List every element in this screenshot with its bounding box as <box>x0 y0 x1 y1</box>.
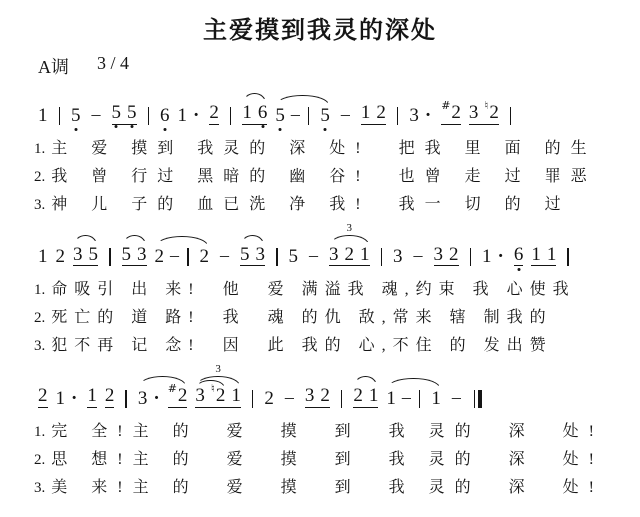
note-digit: 1 <box>386 387 396 409</box>
note-group <box>155 246 210 266</box>
note-group <box>240 245 265 267</box>
beam-group <box>240 245 265 267</box>
verse-number: 3. <box>34 479 46 496</box>
note-group <box>361 103 386 125</box>
note <box>386 389 396 408</box>
barline <box>510 107 512 125</box>
barline <box>381 248 383 266</box>
note <box>345 245 355 264</box>
barline <box>567 248 569 266</box>
note <box>289 247 299 266</box>
note <box>393 247 403 266</box>
duration-dash: – <box>290 103 300 124</box>
key-signature: A调 <box>38 57 69 77</box>
augmentation-dot: · <box>424 104 432 126</box>
note <box>167 382 188 408</box>
note-group <box>329 221 370 267</box>
note <box>56 389 66 408</box>
note-group <box>105 386 115 408</box>
lyrics-line <box>0 418 640 446</box>
key-time-row <box>0 53 640 79</box>
barline <box>125 390 127 408</box>
beam-group <box>482 247 506 266</box>
note-group <box>87 386 97 408</box>
lyrics-line <box>0 163 640 191</box>
note-group <box>531 245 556 267</box>
note <box>105 386 115 408</box>
beam-group <box>305 386 330 408</box>
note <box>531 245 541 264</box>
beam-group <box>38 247 48 266</box>
verse-text: 犯不再 记 念! 因 此 我的 心,不住 的 发出赞 <box>51 337 553 354</box>
note-digit: 2 <box>215 385 226 406</box>
note-digit: 3 <box>409 104 419 126</box>
note <box>87 386 97 408</box>
verse-text: 命吸引 出 来! 他 爱 满溢我 魂,约束 我 心使我 <box>51 281 576 298</box>
note <box>514 245 524 267</box>
note-group <box>449 388 464 408</box>
note-group <box>71 106 81 125</box>
note-digit: 3 <box>329 243 339 265</box>
lyrics-line <box>0 304 640 332</box>
note-digit: 5 <box>288 246 298 267</box>
note-digit: 2 <box>449 243 459 265</box>
note-digit: 2 <box>177 385 188 406</box>
beam-group <box>434 245 459 267</box>
barline <box>308 107 310 125</box>
verse-text: 我 曾 行过 黑暗的 幽 谷! 也曾 走 过 罪恶 <box>51 167 597 185</box>
low-octave-dot <box>517 268 520 271</box>
note-digit: 2 <box>353 385 363 406</box>
beam-group <box>89 105 104 125</box>
note <box>256 245 266 264</box>
low-octave-dot <box>130 125 133 128</box>
note <box>155 247 165 266</box>
beam-group <box>264 389 274 408</box>
note-digit: 1 <box>55 387 65 409</box>
note-digit: 1 <box>482 246 492 267</box>
duration-dash: – <box>309 245 318 266</box>
note-digit: 2 <box>55 246 65 267</box>
beam-group <box>160 106 170 125</box>
beam-group <box>441 99 461 125</box>
system-1 <box>0 99 640 219</box>
barline <box>109 248 111 266</box>
barline <box>276 248 278 266</box>
beam-group <box>137 382 188 409</box>
note-digit: 1 <box>360 102 371 123</box>
verse-text: 美 来!主 的 爱 摸 到 我 灵的 深 处! <box>51 478 604 496</box>
note-digit: 3 <box>433 243 443 265</box>
note <box>209 103 219 125</box>
beam-group <box>38 386 48 408</box>
note <box>210 382 226 406</box>
low-octave-dot <box>74 128 77 131</box>
note-group <box>160 106 170 125</box>
note-digit: 5 <box>127 102 137 123</box>
duration-dash: – <box>401 386 411 407</box>
augmentation-dot: · <box>193 104 200 126</box>
note <box>38 386 48 408</box>
verse-number: 2. <box>34 168 46 185</box>
note-digit: 3 <box>73 243 83 265</box>
verse-number: 3. <box>34 338 46 354</box>
beam-group <box>514 245 524 267</box>
barline <box>252 390 254 408</box>
beam-group <box>409 106 433 125</box>
natural-icon: ♮ <box>484 99 489 112</box>
sharp-icon: # <box>441 99 451 112</box>
note-group <box>434 245 459 267</box>
verse-text: 神 儿 子的 血已洗 净 我! 我一 切 的 过 <box>51 195 571 213</box>
note-group <box>264 389 274 408</box>
notation-line-2 <box>0 221 640 267</box>
note-group <box>338 105 353 125</box>
note-digit: 5 <box>240 243 250 265</box>
note <box>178 106 188 125</box>
sheet-music-page <box>0 10 640 517</box>
note-digit: 5 <box>320 104 330 126</box>
verse-text: 思 想!主 的 爱 摸 到 我 灵的 深 处! <box>51 450 604 468</box>
beam-group <box>242 103 267 125</box>
note-group <box>38 247 48 266</box>
note <box>431 389 441 408</box>
beam-group <box>531 245 556 267</box>
note-group <box>56 389 80 408</box>
note <box>264 389 274 408</box>
note <box>409 106 419 125</box>
beam-group <box>73 245 98 267</box>
note <box>200 247 210 266</box>
tuplet-number: 3 <box>346 221 352 234</box>
note-group <box>411 246 426 266</box>
note <box>160 106 170 125</box>
note-group <box>73 245 98 267</box>
note-digit: 2 <box>320 385 330 406</box>
note-digit: 6 <box>257 102 268 123</box>
beam-group <box>56 247 66 266</box>
beam-group <box>56 389 80 408</box>
note-group <box>468 99 499 125</box>
augmentation-dot: · <box>497 246 504 267</box>
note-group <box>282 388 297 408</box>
beam-group <box>38 106 48 125</box>
note-digit: 1 <box>431 387 441 409</box>
barline <box>419 390 421 408</box>
beam-group <box>411 246 426 266</box>
note-digit: 2 <box>376 102 386 123</box>
beam-group <box>71 106 81 125</box>
note <box>258 103 268 122</box>
beam-group <box>282 388 297 408</box>
note-group <box>112 103 137 125</box>
beam-group <box>393 247 403 266</box>
note-group <box>209 103 219 125</box>
barline <box>59 107 61 125</box>
note-digit: 3 <box>137 387 148 409</box>
notation-line-3 <box>0 363 640 409</box>
note-digit: 6 <box>160 104 170 126</box>
lyrics-line <box>0 191 640 219</box>
note-group <box>353 386 378 408</box>
note <box>484 99 499 123</box>
note-digit: 2 <box>489 102 499 123</box>
note-group <box>178 106 202 125</box>
note-digit: 5 <box>121 243 131 265</box>
barline <box>187 248 189 266</box>
note-group <box>305 386 330 408</box>
note <box>137 245 147 264</box>
slur-tie-arc <box>156 236 209 246</box>
slur-tie-arc <box>387 378 440 388</box>
note-digit: 6 <box>513 243 524 265</box>
note-digit: 1 <box>38 104 48 126</box>
beam-group <box>195 382 241 408</box>
verse-number: 1. <box>34 140 46 157</box>
beam-group <box>386 388 441 408</box>
beam-group <box>329 245 370 267</box>
augmentation-dot: · <box>71 387 78 409</box>
note-group <box>482 247 506 266</box>
note <box>127 103 137 122</box>
note <box>73 245 83 264</box>
note-digit: 5 <box>88 243 98 265</box>
note <box>353 386 363 405</box>
note <box>482 247 492 266</box>
verse-text: 死亡的 道 路! 我 魂 的仇 敌,常来 辖 制我的 <box>51 309 553 326</box>
note <box>242 103 252 122</box>
beam-group <box>361 103 386 125</box>
note <box>369 386 379 405</box>
note <box>441 99 461 125</box>
beam-group <box>468 99 499 125</box>
slur-tie-arc <box>276 95 329 105</box>
duration-dash: – <box>220 245 229 266</box>
note-group <box>441 99 461 125</box>
note <box>449 245 459 264</box>
note <box>38 247 48 266</box>
time-signature: 3 / 4 <box>97 53 130 73</box>
note-digit: 1 <box>531 243 541 265</box>
note <box>320 386 330 405</box>
beam-group <box>105 386 115 408</box>
beam-group <box>155 246 210 266</box>
beam-group <box>178 106 202 125</box>
note-digit: 3 <box>137 243 147 265</box>
note-digit: 1 <box>177 104 187 126</box>
note-digit: 1 <box>546 243 557 265</box>
duration-dash: – <box>413 245 423 266</box>
note-digit: 1 <box>368 385 379 406</box>
lyrics-line <box>0 276 640 304</box>
final-barline-thick <box>478 390 482 408</box>
note-digit: 2 <box>209 102 219 123</box>
barline <box>397 107 399 125</box>
note-digit: 1 <box>231 385 241 406</box>
note <box>195 386 205 405</box>
beam-group <box>306 246 321 266</box>
note <box>38 106 48 125</box>
natural-icon: ♮ <box>210 382 215 395</box>
note-digit: 2 <box>344 243 354 265</box>
note <box>376 103 386 122</box>
note-group <box>409 106 433 125</box>
duration-dash: – <box>451 386 461 407</box>
note <box>138 389 148 408</box>
verse-number: 1. <box>34 423 46 440</box>
sharp-icon: # <box>167 382 177 395</box>
system-3 <box>0 363 640 502</box>
lyrics-line <box>0 135 640 163</box>
note-group <box>56 247 66 266</box>
lyrics-line <box>0 332 640 360</box>
note-group <box>217 246 232 266</box>
notation-line-1 <box>0 99 640 126</box>
beam-group <box>289 247 299 266</box>
verse-text: 完 全!主 的 爱 摸 到 我 灵的 深 处! <box>51 422 604 440</box>
verse-number: 2. <box>34 451 46 468</box>
note-digit: 3 <box>468 102 479 123</box>
note-digit: 2 <box>154 246 164 267</box>
note-group <box>137 382 188 409</box>
note <box>231 386 241 405</box>
note-digit: 3 <box>304 385 315 406</box>
note <box>275 106 285 125</box>
note-group <box>386 388 441 408</box>
note-group <box>89 105 104 125</box>
note-digit: 2 <box>199 246 209 267</box>
barline <box>341 390 343 408</box>
note <box>547 245 557 264</box>
note <box>305 386 315 405</box>
note <box>112 103 122 122</box>
note-group <box>306 246 321 266</box>
note-digit: 1 <box>87 385 97 406</box>
note-digit: 2 <box>264 387 274 409</box>
note <box>329 245 339 264</box>
low-octave-dot <box>115 125 118 128</box>
low-octave-dot <box>279 128 282 131</box>
note-group <box>38 106 48 125</box>
system-2 <box>0 221 640 361</box>
barline <box>230 107 232 125</box>
tuplet-number: 3 <box>215 363 221 375</box>
note-digit: 5 <box>71 104 81 126</box>
final-barline <box>474 390 482 408</box>
note-digit: 5 <box>275 104 285 126</box>
augmentation-dot: · <box>153 387 160 409</box>
note <box>469 103 479 122</box>
note-group <box>514 245 524 267</box>
beam-group <box>87 386 97 408</box>
note-group <box>122 245 147 267</box>
note-digit: 1 <box>242 102 252 123</box>
duration-dash: – <box>170 245 179 266</box>
note-group <box>275 105 330 125</box>
note <box>56 247 66 266</box>
verse-number: 3. <box>34 196 46 213</box>
note <box>71 106 81 125</box>
note-group <box>38 386 48 408</box>
low-octave-dot <box>163 128 166 131</box>
note-digit: 3 <box>195 385 205 406</box>
beam-group <box>217 246 232 266</box>
verse-number: 2. <box>34 310 46 326</box>
note <box>361 103 371 122</box>
beam-group <box>275 105 330 125</box>
note-group <box>195 363 241 408</box>
duration-dash: – <box>340 103 350 124</box>
final-barline-thin <box>474 390 476 408</box>
verse-text: 主 爱 摸到 我灵的 深 处! 把我 里 面 的生 <box>51 139 597 157</box>
beam-group <box>338 105 353 125</box>
song-title: 主爱摸到我灵的深处 <box>203 17 437 44</box>
note <box>240 245 250 264</box>
low-octave-dot <box>261 125 264 128</box>
barline <box>148 107 150 125</box>
note <box>360 245 370 264</box>
note-group <box>289 247 299 266</box>
note-digit: 5 <box>111 102 121 123</box>
low-octave-dot <box>324 128 327 131</box>
note-digit: 3 <box>255 243 265 265</box>
beam-group <box>112 103 137 125</box>
note <box>89 245 99 264</box>
beam-group <box>122 245 147 267</box>
note-digit: 1 <box>360 243 370 265</box>
note-group <box>393 247 403 266</box>
beam-group <box>209 103 219 125</box>
beam-group <box>353 386 378 408</box>
note-digit: 2 <box>38 385 48 406</box>
lyrics-line <box>0 474 640 502</box>
note-digit: 3 <box>393 246 403 267</box>
note <box>434 245 444 264</box>
duration-dash: – <box>91 103 101 124</box>
barline <box>470 248 472 266</box>
note <box>122 245 132 264</box>
note-digit: 2 <box>104 385 115 406</box>
beam-group <box>449 388 464 408</box>
lyrics-line <box>0 446 640 474</box>
note-digit: 2 <box>451 102 461 123</box>
verse-number: 1. <box>34 282 46 298</box>
duration-dash: – <box>284 386 294 407</box>
note <box>320 106 330 125</box>
note-digit: 1 <box>38 246 48 267</box>
note-group <box>242 103 267 125</box>
